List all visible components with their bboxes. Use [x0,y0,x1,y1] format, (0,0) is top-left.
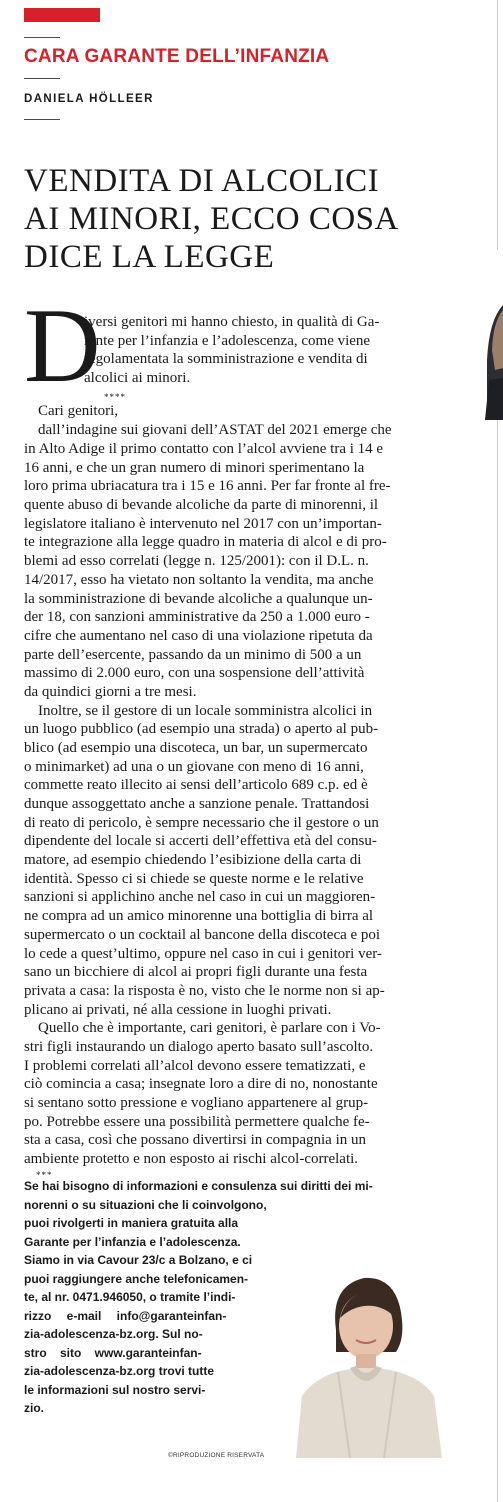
contact-line: zio. [24,1401,44,1415]
contact-line: rizzo e-mail info@garanteinfan- [24,1308,227,1323]
contact-line: Siamo in via Cavour 23/c a Bolzano, e ci [24,1253,253,1267]
body-line: blico (ad esempio una discoteca, un bar, un supermercato [24,740,368,756]
contact-line: puoi raggiungere anche telefonicamen- [24,1271,249,1286]
body-line: si sentano sotto pressione e vogliano appartenere al grup- [24,1095,369,1111]
body-line: dipendente del locale si accerti dell’effettiva età del consu- [24,833,377,849]
body-line: o minimarket) ad una o un giovane con meno di 16 anni, [24,759,364,775]
body-line: der 18, con sanzioni amministrative da 250 a 1.000 euro - [24,609,370,625]
headline-rule [24,119,60,120]
body-line: ciò comincia a casa; insegnate loro a dire di no, nonostante [24,1076,378,1092]
rubric-rule [24,37,60,38]
headline-line: AI MINORI, ECCO COSA [24,201,399,237]
intro-line: rante per l’infanzia e l’adolescenza, come viene [84,333,371,349]
separator-stars: **** [104,392,126,402]
headline-line: VENDITA DI ALCOLICI [24,163,380,199]
contact-line: norenni o su situazioni che li coinvolgono, [24,1197,267,1212]
body-line: stri figli instaurando un dialogo aperto basato sull’ascolto. [24,1039,374,1055]
body-line: parte dell’esercente, passando da un minimo di 500 a un [24,647,362,663]
contact-line: le informazioni sul nostro servi- [24,1382,206,1397]
adjacent-article-photo [481,250,503,420]
body-line: blemi ad esso correlati (legge n. 125/2001): con il D.L. n. [24,553,369,569]
body-line: commette reato illecito ai sensi dell’articolo 689 c.p. ed è [24,777,368,793]
contact-line: Se hai bisogno di informazioni e consulenza sui diritti dei mi- [24,1179,373,1193]
intro-line: alcolici ai minori. [84,370,191,386]
body-line: matore, ad esempio chiedendo l’esibizione della carta di [24,852,362,868]
contact-line: Garante per l’infanzia e l’adolescenza. [24,1234,241,1249]
contact-line: zia-adolescenza-bz.org trovi tutte [24,1364,215,1378]
body-line: Cari genitori, [38,403,118,419]
body-line: te integrazione alla legge quadro in materia di alcol e di pro- [24,534,387,550]
author-name: DANIELA HÖLLEER [24,93,154,105]
body-line: un luogo pubblico (ad esempio una strada) o aperto al pub- [24,721,379,737]
body-line: loro prima ubriacatura tra i 15 e 16 anni. Per far fronte al fre- [24,478,391,494]
body-line: po. Potrebbe essere una possibilità permettere qualche fe- [24,1114,370,1130]
body-line: Inoltre, se il gestore di un locale somministra alcolici in [38,703,373,719]
body-line: dunque assoggettato anche a sanzione penale. Trattandosi [24,796,370,812]
body-line: lo cede a quest’ultimo, oppure nel caso in cui i genitori ver- [24,946,382,962]
body-line: da quindici giorni a tre mesi. [24,684,197,700]
body-line: massimo di 2.000 euro, con una sospensione dell’attività [24,665,365,681]
copyright-notice: ©RIPRODUZIONE RISERVATA [168,1452,265,1459]
body-line: plicano ai privati, né alla cessione in luoghi privati. [24,1002,332,1018]
body-line: Quello che è importante, cari genitori, è parlare con i Vo- [38,1020,381,1036]
body-line: identità. Spesso ci si chiede se queste norme e le relative [24,871,364,887]
guarantor-portrait [278,1268,453,1458]
intro-line: regolamentata la somministrazione e vendita di [84,351,368,367]
page-edge [497,0,498,1502]
contact-line: te, al nr. 0471.946050, o tramite l’indi- [24,1290,236,1304]
body-line: sanzioni si applichino anche nel caso in cui un maggioren- [24,889,376,905]
author-rule [24,78,60,79]
body-line: la somministrazione di bevande alcoliche a qualunque un- [24,591,373,607]
end-mark: *** [36,1170,53,1180]
intro-line: iversi genitori mi hanno chiesto, in qualità di Ga- [84,314,380,330]
body-line: in Alto Adige il primo contatto con l’alcol avviene tra i 14 e [24,441,384,457]
body-line: 14/2017, esso ha vietato non soltanto la vendita, ma anche [24,572,374,588]
drop-cap: D [24,287,101,404]
body-line: dall’indagine sui giovani dell’ASTAT del 2021 emerge che [38,422,392,438]
body-line: ne compra ad un amico minorenne una bottiglia di birra al [24,908,374,924]
contact-line: zia-adolescenza-bz.org. Sul no- [24,1327,203,1341]
body-line: sano un bicchiere di alcol ai propri figli durante una festa [24,964,368,980]
article-headline [24,162,454,276]
contact-line: stro sito www.garanteinfan- [24,1345,202,1360]
body-line: di reato di pericolo, è sempre necessario che il gestore o un [24,815,379,831]
body-line: sta a casa, così che possano divertirsi in compagnia in un [24,1132,366,1148]
section-color-bar [24,8,100,22]
contact-line: puoi rivolgerti in maniera gratuita alla [24,1216,239,1230]
body-line: 16 anni, e che un gran numero di minori sperimentano la [24,460,365,476]
body-line: ambiente protetto e non esposto ai rischi alcol-correlati. [24,1151,359,1167]
body-line: privata a casa: la risposta è no, visto che le norme non si ap- [24,983,385,999]
body-line: I problemi correlati all’alcol devono essere tematizzati, e [24,1058,366,1074]
column-rubric: CARA GARANTE DELL’INFANZIA [24,46,330,67]
body-line: cifre che aumentano nel caso di una violazione ripetuta da [24,628,373,644]
body-line: quente abuso di bevande alcoliche da parte di minorenni, il [24,497,379,513]
body-line: supermercato o un cocktail al bancone della discoteca e poi [24,927,381,943]
body-line: legislatore italiano è intervenuto nel 2017 con un’importan- [24,516,382,532]
headline-line: DICE LA LEGGE [24,239,275,275]
